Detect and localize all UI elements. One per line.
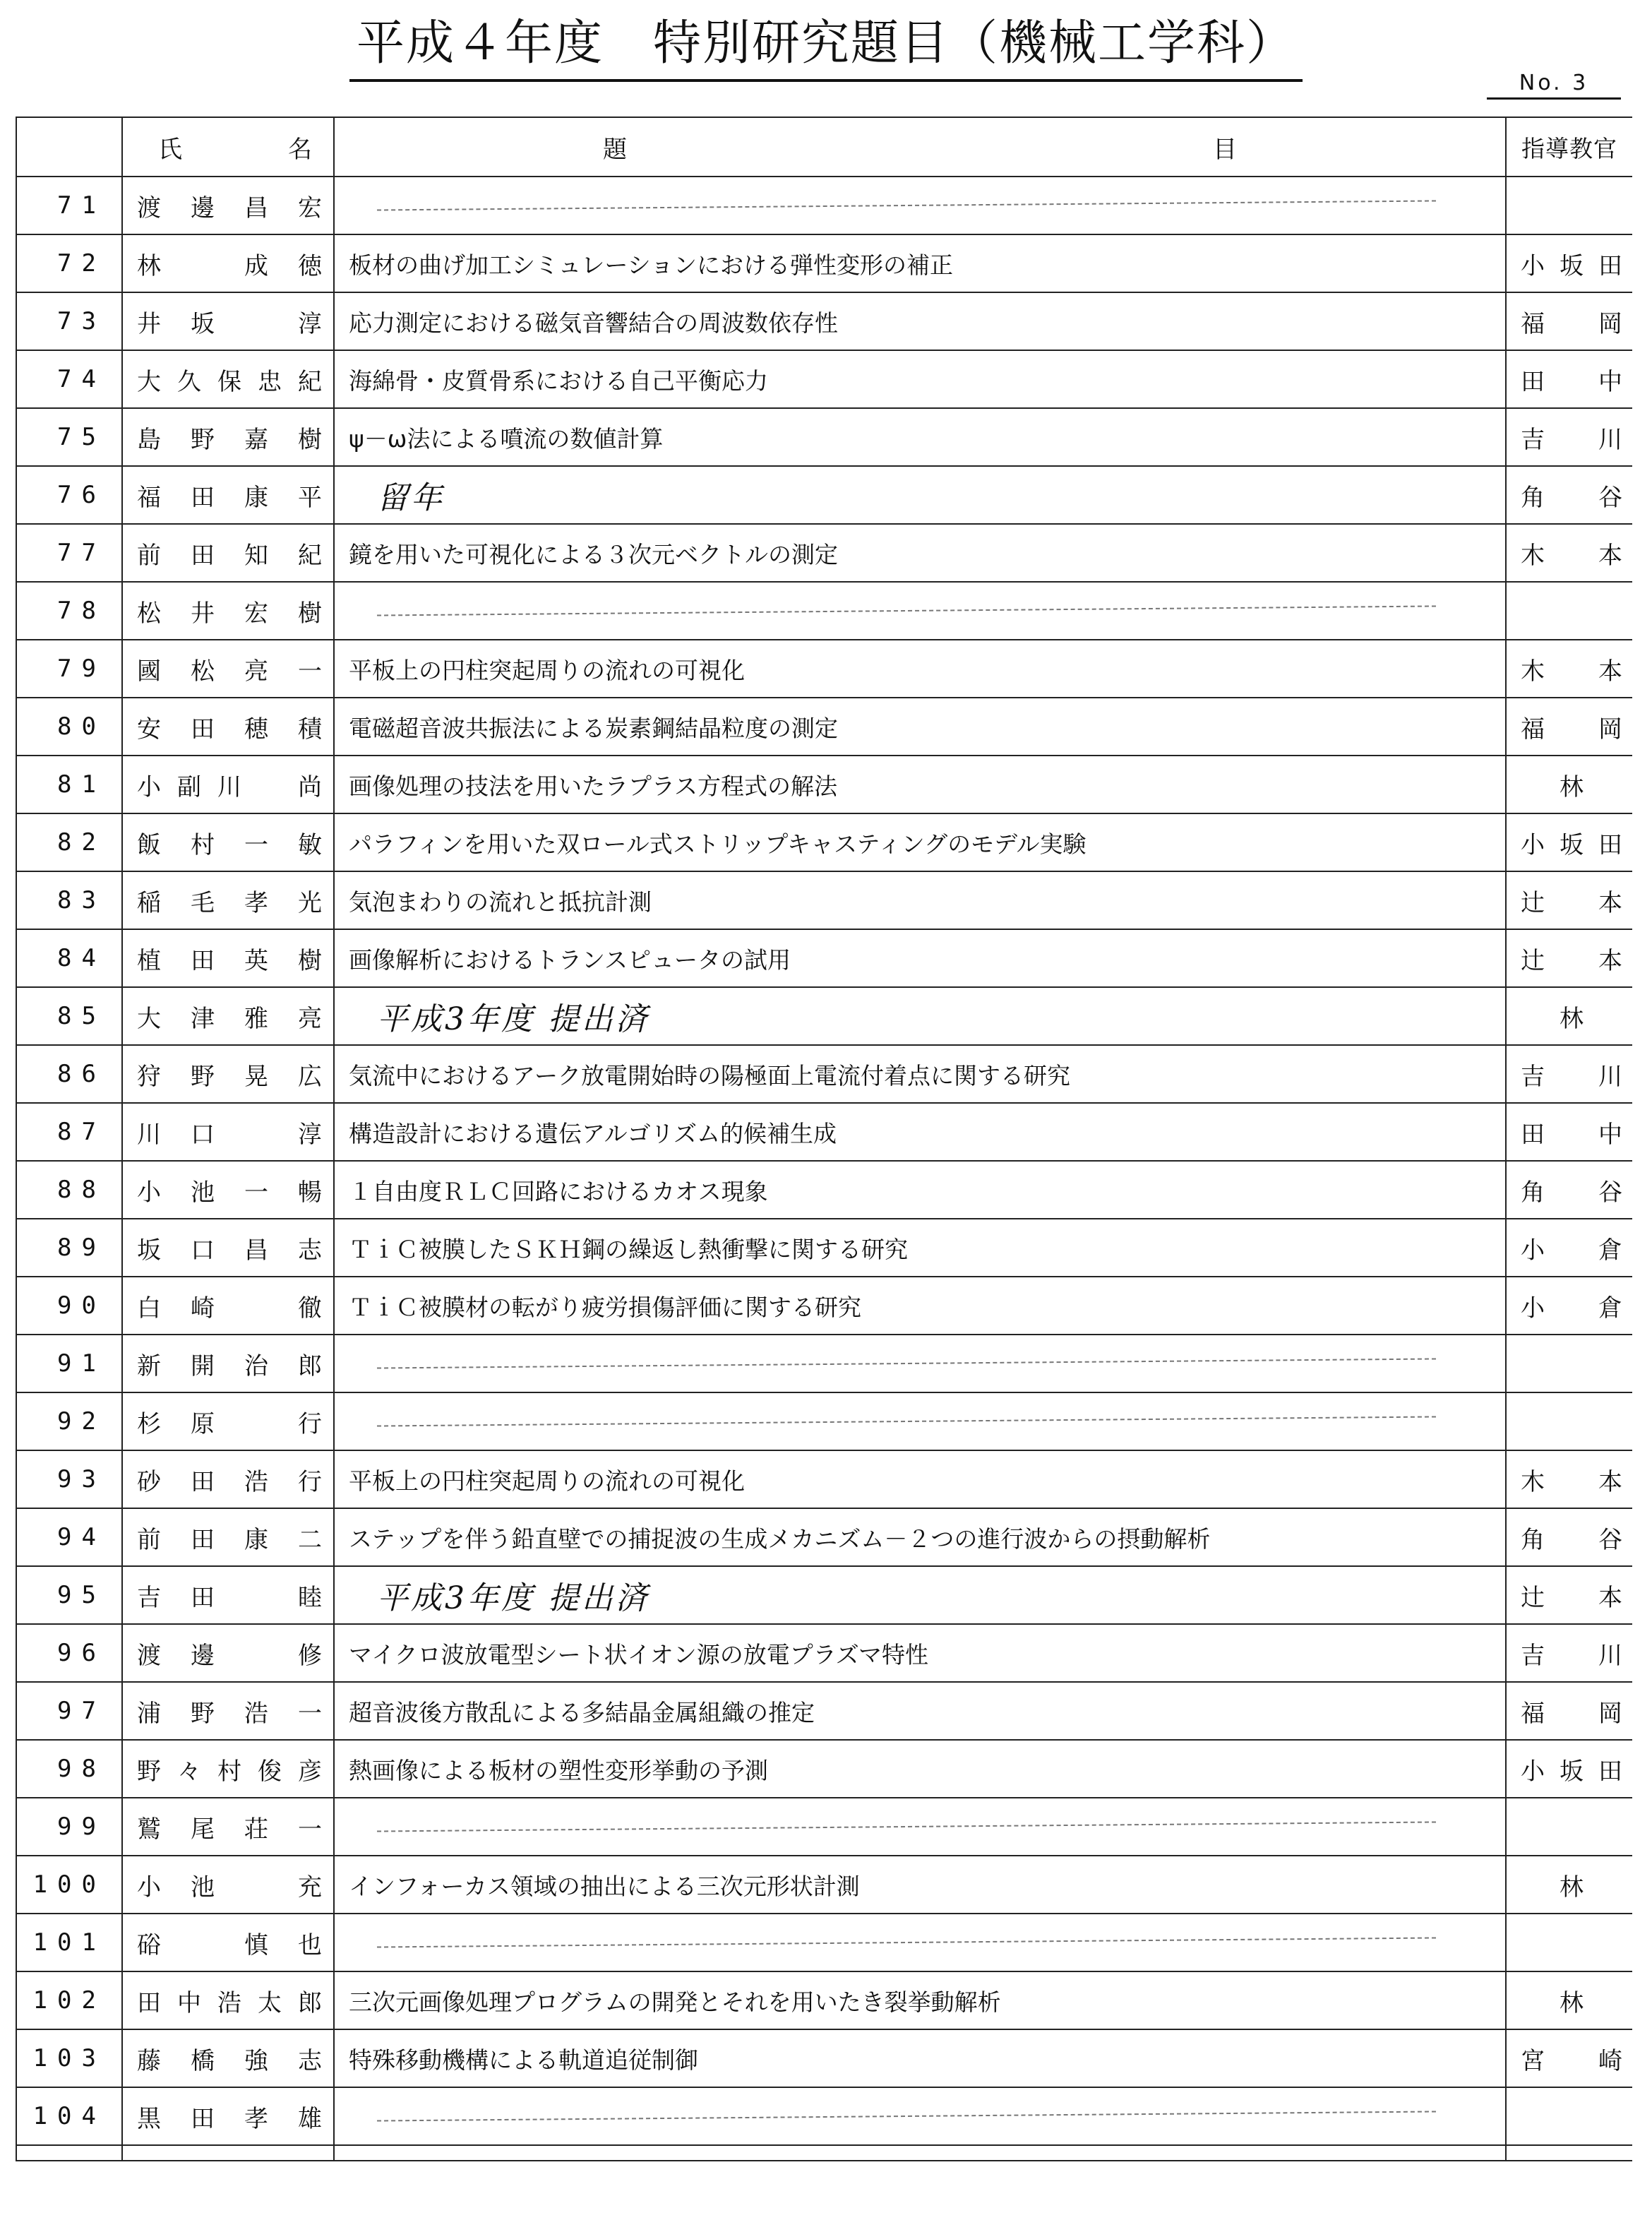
advisor-name: 福岡 bbox=[1506, 698, 1632, 756]
research-title: 板材の曲げ加工シミュレーションにおける弾性変形の補正 bbox=[334, 234, 1506, 292]
advisor-name: 宮崎 bbox=[1506, 2029, 1632, 2087]
student-name: 安田穂積 bbox=[122, 698, 334, 756]
blank-dash-line bbox=[377, 605, 1436, 616]
research-title: 超音波後方散乱による多結晶金属組織の推定 bbox=[334, 1682, 1506, 1740]
row-number: 86 bbox=[16, 1045, 122, 1103]
student-name: 植田英樹 bbox=[122, 929, 334, 987]
row-number: 92 bbox=[16, 1392, 122, 1450]
table-row bbox=[16, 234, 1632, 292]
student-name: 大津雅亮 bbox=[122, 987, 334, 1045]
table-row bbox=[16, 2029, 1632, 2087]
research-title: ＴｉＣ被膜したＳＫＨ鋼の繰返し熱衝撃に関する研究 bbox=[334, 1219, 1506, 1277]
advisor-name: 木本 bbox=[1506, 524, 1632, 582]
row-number: 75 bbox=[16, 408, 122, 466]
research-title bbox=[334, 2087, 1506, 2145]
row-number: 102 bbox=[16, 1971, 122, 2029]
research-title: 画像解析におけるトランスピュータの試用 bbox=[334, 929, 1506, 987]
table-header-row bbox=[16, 117, 1632, 177]
student-name: 前田康二 bbox=[122, 1508, 334, 1566]
student-name: 小池一暢 bbox=[122, 1161, 334, 1219]
research-title bbox=[334, 1335, 1506, 1392]
research-title: 応力測定における磁気音響結合の周波数依存性 bbox=[334, 292, 1506, 350]
student-name: 野々村俊彦 bbox=[122, 1740, 334, 1798]
table-row bbox=[16, 1508, 1632, 1566]
research-title bbox=[334, 1914, 1506, 1971]
table-row bbox=[16, 292, 1632, 350]
table-row bbox=[16, 582, 1632, 640]
student-name: 白崎 徹 bbox=[122, 1277, 334, 1335]
research-title: 気流中におけるアーク放電開始時の陽極面上電流付着点に関する研究 bbox=[334, 1045, 1506, 1103]
table-row bbox=[16, 987, 1632, 1045]
student-name: 松井宏樹 bbox=[122, 582, 334, 640]
advisor-name: 小坂田 bbox=[1506, 813, 1632, 871]
table-row bbox=[16, 1161, 1632, 1219]
row-number: 71 bbox=[16, 177, 122, 234]
row-number: 83 bbox=[16, 871, 122, 929]
advisor-name: 木本 bbox=[1506, 1450, 1632, 1508]
advisor-name: 林 bbox=[1506, 1856, 1632, 1914]
advisor-name bbox=[1506, 1798, 1632, 1856]
table-row bbox=[16, 1740, 1632, 1798]
header-title: 題 目 bbox=[334, 117, 1506, 177]
advisor-name bbox=[1506, 1335, 1632, 1392]
student-name: 坂口昌志 bbox=[122, 1219, 334, 1277]
table-body bbox=[16, 177, 1632, 2161]
research-title: 画像処理の技法を用いたラプラス方程式の解法 bbox=[334, 756, 1506, 813]
advisor-name: 吉川 bbox=[1506, 1624, 1632, 1682]
blank-dash-line bbox=[377, 1416, 1436, 1426]
student-name: 小副川 尚 bbox=[122, 756, 334, 813]
table-row bbox=[16, 2087, 1632, 2145]
research-title: 構造設計における遺伝アルゴリズム的候補生成 bbox=[334, 1103, 1506, 1161]
row-number: 88 bbox=[16, 1161, 122, 1219]
advisor-name: 福岡 bbox=[1506, 1682, 1632, 1740]
row-number: 78 bbox=[16, 582, 122, 640]
student-name: 砂田浩行 bbox=[122, 1450, 334, 1508]
research-title bbox=[334, 177, 1506, 234]
advisor-name: 林 bbox=[1506, 756, 1632, 813]
student-name: 稲毛孝光 bbox=[122, 871, 334, 929]
advisor-name: 吉川 bbox=[1506, 1045, 1632, 1103]
row-number: 104 bbox=[16, 2087, 122, 2145]
advisor-name bbox=[1506, 1914, 1632, 1971]
row-number: 76 bbox=[16, 466, 122, 524]
student-name: 黒田孝雄 bbox=[122, 2087, 334, 2145]
research-title: 海綿骨・皮質骨系における自己平衡応力 bbox=[334, 350, 1506, 408]
research-title: ステップを伴う鉛直壁での捕捉波の生成メカニズム－２つの進行波からの摂動解析 bbox=[334, 1508, 1506, 1566]
row-number: 103 bbox=[16, 2029, 122, 2087]
blank-dash-line bbox=[377, 1358, 1436, 1368]
advisor-name: 田中 bbox=[1506, 1103, 1632, 1161]
advisor-name: 辻本 bbox=[1506, 871, 1632, 929]
table-row bbox=[16, 871, 1632, 929]
table-row bbox=[16, 1335, 1632, 1392]
row-number: 79 bbox=[16, 640, 122, 698]
research-title: ＴｉＣ被膜材の転がり疲労損傷評価に関する研究 bbox=[334, 1277, 1506, 1335]
research-title: 平板上の円柱突起周りの流れの可視化 bbox=[334, 1450, 1506, 1508]
blank-dash-line bbox=[377, 2111, 1436, 2121]
student-name: 島野嘉樹 bbox=[122, 408, 334, 466]
advisor-name: 角谷 bbox=[1506, 1161, 1632, 1219]
handwritten-note: 平成3年度 提出済 bbox=[334, 1566, 1506, 1624]
advisor-name: 林 bbox=[1506, 987, 1632, 1045]
page-number: No. 3 bbox=[1487, 69, 1621, 100]
research-title: 平板上の円柱突起周りの流れの可視化 bbox=[334, 640, 1506, 698]
student-name: 前田知紀 bbox=[122, 524, 334, 582]
handwritten-note: 留年 bbox=[334, 466, 1506, 524]
table-row bbox=[16, 1392, 1632, 1450]
advisor-name bbox=[1506, 1392, 1632, 1450]
student-name: 杉原 行 bbox=[122, 1392, 334, 1450]
document-title bbox=[0, 10, 1652, 82]
student-name: 林 成徳 bbox=[122, 234, 334, 292]
research-title: 特殊移動機構による軌道追従制御 bbox=[334, 2029, 1506, 2087]
row-number: 87 bbox=[16, 1103, 122, 1161]
student-name: 藤橋強志 bbox=[122, 2029, 334, 2087]
blank-dash-line bbox=[377, 200, 1436, 210]
blank-dash-line bbox=[377, 1821, 1436, 1832]
research-title bbox=[334, 582, 1506, 640]
advisor-name: 辻本 bbox=[1506, 929, 1632, 987]
research-title bbox=[334, 1798, 1506, 1856]
advisor-name: 小坂田 bbox=[1506, 234, 1632, 292]
empty-cell bbox=[1506, 2145, 1632, 2161]
table-row bbox=[16, 1103, 1632, 1161]
student-name: 井坂 淳 bbox=[122, 292, 334, 350]
research-title: ψ－ω法による噴流の数値計算 bbox=[334, 408, 1506, 466]
row-number: 100 bbox=[16, 1856, 122, 1914]
advisor-name: 角谷 bbox=[1506, 466, 1632, 524]
advisor-name: 角谷 bbox=[1506, 1508, 1632, 1566]
advisor-name bbox=[1506, 177, 1632, 234]
research-title: 三次元画像処理プログラムの開発とそれを用いたき裂挙動解析 bbox=[334, 1971, 1506, 2029]
row-number: 101 bbox=[16, 1914, 122, 1971]
advisor-name: 小坂田 bbox=[1506, 1740, 1632, 1798]
advisor-name: 田中 bbox=[1506, 350, 1632, 408]
student-name: 狩野晃広 bbox=[122, 1045, 334, 1103]
research-title: １自由度ＲＬＣ回路におけるカオス現象 bbox=[334, 1161, 1506, 1219]
student-name: 飯村一敏 bbox=[122, 813, 334, 871]
row-number: 93 bbox=[16, 1450, 122, 1508]
advisor-name bbox=[1506, 2087, 1632, 2145]
table-row bbox=[16, 1914, 1632, 1971]
row-number: 80 bbox=[16, 698, 122, 756]
table-row bbox=[16, 1045, 1632, 1103]
row-number: 82 bbox=[16, 813, 122, 871]
research-title: 熱画像による板材の塑性変形挙動の予測 bbox=[334, 1740, 1506, 1798]
research-title: 鏡を用いた可視化による３次元ベクトルの測定 bbox=[334, 524, 1506, 582]
student-name: 新開治郎 bbox=[122, 1335, 334, 1392]
row-number: 99 bbox=[16, 1798, 122, 1856]
table-row bbox=[16, 813, 1632, 871]
student-name: 大久保忠紀 bbox=[122, 350, 334, 408]
research-title: マイクロ波放電型シート状イオン源の放電プラズマ特性 bbox=[334, 1624, 1506, 1682]
handwritten-note: 平成3年度 提出済 bbox=[334, 987, 1506, 1045]
empty-cell bbox=[122, 2145, 334, 2161]
table-row bbox=[16, 408, 1632, 466]
student-name: 鷲尾荘一 bbox=[122, 1798, 334, 1856]
table-row bbox=[16, 640, 1632, 698]
truncated-row bbox=[16, 2145, 1632, 2161]
student-name: 小池 充 bbox=[122, 1856, 334, 1914]
table-row bbox=[16, 1277, 1632, 1335]
research-title bbox=[334, 1392, 1506, 1450]
empty-cell bbox=[334, 2145, 1506, 2161]
row-number: 72 bbox=[16, 234, 122, 292]
student-name: 川口 淳 bbox=[122, 1103, 334, 1161]
table-row bbox=[16, 524, 1632, 582]
advisor-name: 小倉 bbox=[1506, 1219, 1632, 1277]
student-name: 國松亮一 bbox=[122, 640, 334, 698]
row-number: 74 bbox=[16, 350, 122, 408]
research-title: インフォーカス領域の抽出による三次元形状計測 bbox=[334, 1856, 1506, 1914]
research-title: 気泡まわりの流れと抵抗計測 bbox=[334, 871, 1506, 929]
student-name: 硲 慎也 bbox=[122, 1914, 334, 1971]
header-number bbox=[16, 117, 122, 177]
student-name: 福田康平 bbox=[122, 466, 334, 524]
row-number: 85 bbox=[16, 987, 122, 1045]
row-number: 73 bbox=[16, 292, 122, 350]
row-number: 91 bbox=[16, 1335, 122, 1392]
table-row bbox=[16, 1798, 1632, 1856]
table-row bbox=[16, 1971, 1632, 2029]
row-number: 97 bbox=[16, 1682, 122, 1740]
advisor-name: 吉川 bbox=[1506, 408, 1632, 466]
student-name: 浦野浩一 bbox=[122, 1682, 334, 1740]
student-name: 渡邊昌宏 bbox=[122, 177, 334, 234]
research-title: パラフィンを用いた双ロール式ストリップキャスティングのモデル実験 bbox=[334, 813, 1506, 871]
table-row bbox=[16, 1450, 1632, 1508]
student-name: 田中浩太郎 bbox=[122, 1971, 334, 2029]
table-row bbox=[16, 1624, 1632, 1682]
advisor-name: 小倉 bbox=[1506, 1277, 1632, 1335]
advisor-name: 林 bbox=[1506, 1971, 1632, 2029]
header-name: 氏 名 bbox=[122, 117, 334, 177]
table-row bbox=[16, 756, 1632, 813]
row-number: 96 bbox=[16, 1624, 122, 1682]
research-topics-sheet bbox=[16, 117, 1632, 2220]
empty-cell bbox=[16, 2145, 122, 2161]
table-row bbox=[16, 1856, 1632, 1914]
advisor-name: 辻本 bbox=[1506, 1566, 1632, 1624]
student-name: 渡邊 修 bbox=[122, 1624, 334, 1682]
row-number: 89 bbox=[16, 1219, 122, 1277]
table-row bbox=[16, 350, 1632, 408]
research-topics-table bbox=[16, 117, 1632, 2161]
advisor-name: 木本 bbox=[1506, 640, 1632, 698]
row-number: 77 bbox=[16, 524, 122, 582]
row-number: 94 bbox=[16, 1508, 122, 1566]
row-number: 90 bbox=[16, 1277, 122, 1335]
table-row bbox=[16, 1682, 1632, 1740]
blank-dash-line bbox=[377, 1937, 1436, 1947]
table-row bbox=[16, 1219, 1632, 1277]
advisor-name bbox=[1506, 582, 1632, 640]
document-title-text: 平成４年度 特別研究題目（機械工学科） bbox=[349, 10, 1303, 82]
table-row bbox=[16, 177, 1632, 234]
advisor-name: 福岡 bbox=[1506, 292, 1632, 350]
row-number: 84 bbox=[16, 929, 122, 987]
header-advisor: 指導教官 bbox=[1506, 117, 1632, 177]
row-number: 95 bbox=[16, 1566, 122, 1624]
table-row bbox=[16, 466, 1632, 524]
table-row bbox=[16, 929, 1632, 987]
student-name: 吉田 睦 bbox=[122, 1566, 334, 1624]
table-row bbox=[16, 1566, 1632, 1624]
research-title: 電磁超音波共振法による炭素鋼結晶粒度の測定 bbox=[334, 698, 1506, 756]
row-number: 81 bbox=[16, 756, 122, 813]
row-number: 98 bbox=[16, 1740, 122, 1798]
table-row bbox=[16, 698, 1632, 756]
